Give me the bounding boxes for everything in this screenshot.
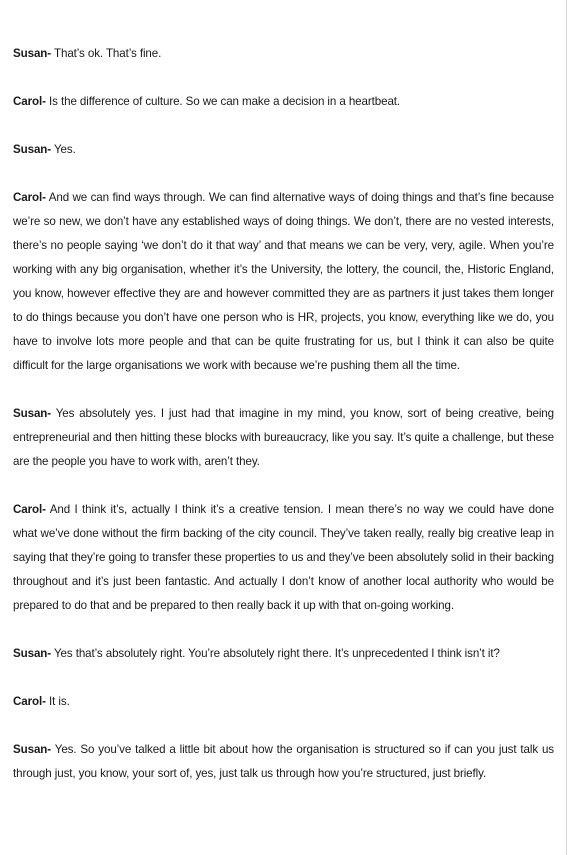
utterance-text: And I think it’s, actually I think it’s a creative tension. I mean there’s no way we could have done what we’ve done without the firm backing of the city council. They’ve taken really, really big creative leap in saying that they’re going to transfer these properties to us and they’ve been absolutely solid in their backing throughout and it’s just been fantastic. And actually I don’t know of another local authority who would be prepared to do that and be prepared to then really back it up with that on-going working. <box>13 503 554 612</box>
speaker-name: Carol- <box>13 191 46 204</box>
speaker-name: Carol- <box>13 503 46 516</box>
transcript-turn <box>13 498 554 618</box>
speaker-name: Susan- <box>13 47 52 60</box>
transcript-turn <box>13 402 554 474</box>
speaker-name: Susan- <box>13 647 52 660</box>
utterance-text: It is. <box>49 695 70 708</box>
speaker-name: Susan- <box>13 743 52 756</box>
transcript-turn <box>13 690 554 714</box>
speaker-name: Susan- <box>13 407 52 420</box>
speaker-name: Susan- <box>13 143 52 156</box>
utterance-text: Yes that’s absolutely right. You’re absolutely right there. It’s unprecedented I think isn’t it? <box>53 647 500 660</box>
transcript-turn <box>13 138 554 162</box>
utterance-text: Yes. <box>53 143 76 156</box>
utterance-text: Yes. So you’ve talked a little bit about how the organisation is structured so if can you just talk us through just, you know, your sort of, yes, just talk us through how you’re structured, just briefly. <box>13 743 554 780</box>
transcript-turn <box>13 186 554 378</box>
utterance-text: Is the difference of culture. So we can make a decision in a heartbeat. <box>49 95 401 108</box>
transcript-turn <box>13 42 554 66</box>
transcript-turn <box>13 642 554 666</box>
transcript-turn <box>13 90 554 114</box>
utterance-text: And we can find ways through. We can find alternative ways of doing things and that’s fine because we’re so new, we don’t have any established ways of doing things. We don’t, there are no vested interests, there’s no people saying ‘we don’t do it that way’ and that means we can be very, very, agile. When you’re working with any big organisation, whether it’s the University, the lottery, the council, the, Historic England, you know, however effective they are and however committed they are as partners it just takes them longer to do things because you don’t have one person who is HR, projects, you know, everything like we do, you have to involve lots more people and that can be quite frustrating for us, but I think it can also be quite difficult for the large organisations we work with because we’re pushing them all the time. <box>13 191 554 372</box>
utterance-text: That’s ok. That’s fine. <box>53 47 162 60</box>
speaker-name: Carol- <box>13 95 46 108</box>
utterance-text: Yes absolutely yes. I just had that imagine in my mind, you know, sort of being creative, being entrepreneurial and then hitting these blocks with bureaucracy, like you say. It’s quite a challenge, but these are the people you have to work with, aren’t they. <box>13 407 554 468</box>
speaker-name: Carol- <box>13 695 46 708</box>
transcript-turn <box>13 738 554 786</box>
